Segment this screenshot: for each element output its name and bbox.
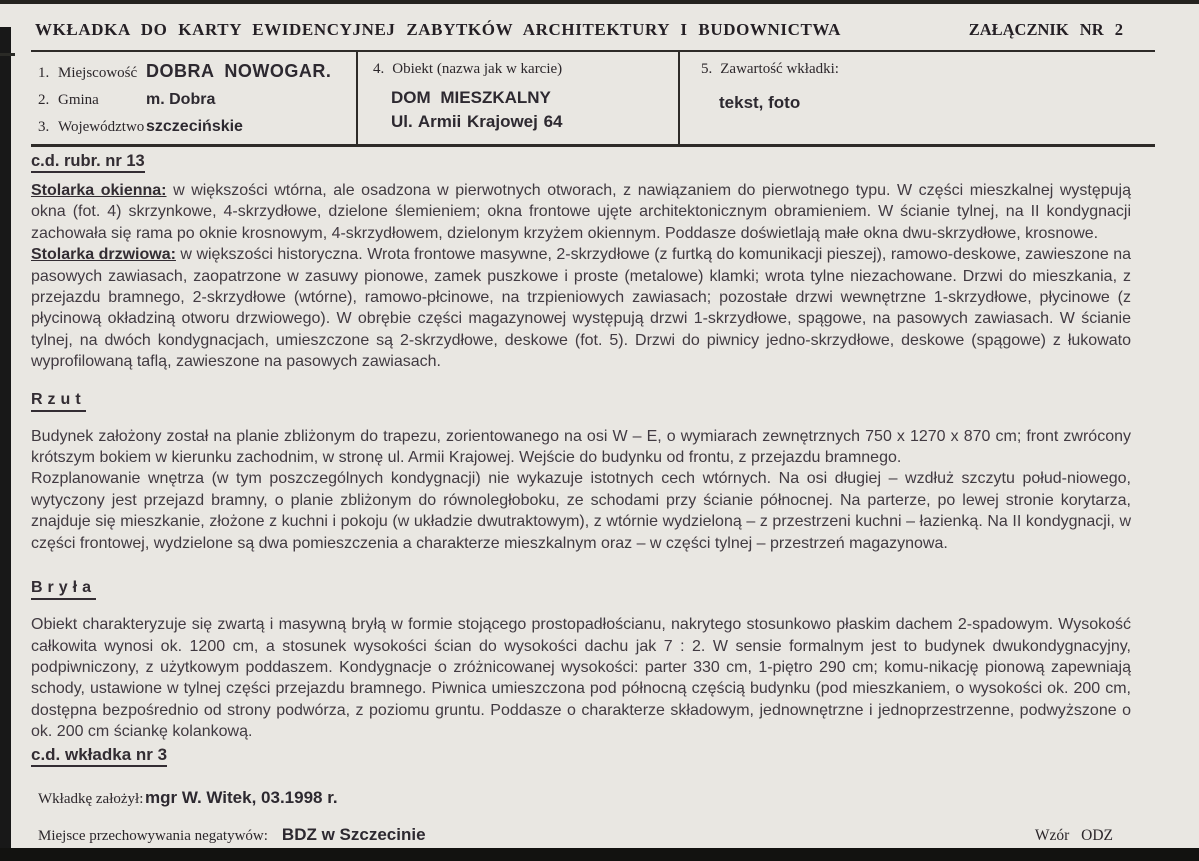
negatives-row xyxy=(31,825,1155,845)
info-table-object-column xyxy=(356,52,678,144)
page-title: WKŁADKA DO KARTY EWIDENCYJNEJ ZABYTKÓW ARCHITEKTURY I BUDOWNICTWA xyxy=(35,20,842,39)
section-rzut-heading-row xyxy=(31,391,1155,412)
field-label: Województwo xyxy=(58,119,145,135)
field-wojewodztwo xyxy=(38,118,356,136)
field-miejscowosc xyxy=(38,61,356,82)
field-value: szczecińskie xyxy=(146,118,243,135)
scan-edge-top xyxy=(0,0,1199,4)
section-heading-bryla: Bryła xyxy=(31,579,96,600)
field-number: 2. xyxy=(38,92,50,108)
field-obiekt-label-row xyxy=(373,60,678,78)
field-value: m. Dobra xyxy=(146,91,216,108)
field-gmina xyxy=(38,91,356,109)
field-label: Miejscowość xyxy=(58,65,138,81)
section-bryla-heading-row xyxy=(31,579,1155,600)
paragraph-text: w większości historyczna. Wrota frontowe masywne, 2-skrzydłowe (z furtką do komunikacji pieszej), ramowo-deskowe, zawieszone na pasowych zawiasach, zaopatrzone w zasuwy pionowe, zamek puszkowe i proste (metalowe) klamki; wrota tylne niezachowane. Drzwi do mieszkania, z przejazdu bramnego, 2-skrzydłowe (wtórne), ramowo-płcinowe, na trzpieniowych zawiasach; pozostałe drzwi wewnętrzne 1-skrzydłowe, płycinowe (z płycinową okładziną otworu drzwiowego). W obrębie części magazynowej występują drzwi 1-skrzydłowe, spągowe, na pasowych zawiasach. W ścianie tylnej, na dwóch kondygnacjach, umieszczone są 2-skrzydłowe, deskowe (fot. 5). Drzwi do piwnicy jedno-skrzydłowe, deskowe (spągowe) z łukowato wyprofilowaną taflą, zawieszone na pasowych zawiasach. xyxy=(31,246,1132,371)
scan-edge-left xyxy=(0,27,11,861)
field-value: DOBRA NOWOGAR. xyxy=(146,61,332,81)
paragraph-lead: Stolarka okienna: xyxy=(31,182,167,199)
info-table-contents-column xyxy=(678,52,1155,144)
founder-label: Wkładkę założył: xyxy=(38,790,144,807)
scan-crop-mark xyxy=(0,53,15,56)
negatives-value: BDZ w Szczecinie xyxy=(281,824,426,844)
object-address: Ul. Armii Krajowej 64 xyxy=(391,112,563,131)
section-heading-rzut: Rzut xyxy=(31,391,86,412)
document-header xyxy=(31,14,1155,40)
field-label: Obiekt (nazwa jak w karcie) xyxy=(392,61,563,77)
continuation-heading: c.d. rubr. nr 13 xyxy=(31,152,145,173)
field-label: Gmina xyxy=(58,92,99,108)
field-zawartosc-label-row xyxy=(701,60,1155,78)
founder-value: mgr W. Witek, 03.1998 r. xyxy=(145,787,338,807)
paragraph-bryla: Obiekt charakteryzuje się zwartą i masywną bryłą w formie stojącego prostopadłościanu, nakrytego stosunkowo płaskim dachem 2-spadowym. Wysokość całkowita wynosi ok. 1200 cm, a stosunek wysokości ścian do wysokości dachu jak 7 : 2. W sensie formalnym jest to budynek dwukondygnacyjny, podpiwniczony, z użytkowym poddaszem. Kondygnacje o zróżnicowanej wysokości: parter 330 cm, 1-piętro 290 cm; komu-nikację pionową zapewniają schody, ustawione w tylnej części przejazdu bramnego. Piwnica umieszczona pod północną częścią budynku (pod mieszkaniem, o wysokości ok. 200 cm, dostępna bezpośrednio od strony podwórza, z poziomu gruntu. Poddasze o charakterze składowym, jednownętrzne i jednoprzestrzenne, podwyższone o ok. 200 cm ściankę kolankową. xyxy=(31,616,1131,741)
field-number: 1. xyxy=(38,65,50,81)
document-content xyxy=(31,14,1155,845)
field-number: 5. xyxy=(701,61,713,77)
info-table-location-column xyxy=(31,52,356,144)
field-zawartosc-value: tekst, foto xyxy=(719,93,801,112)
paragraph-text: w większości wtórna, ale osadzona w pierwotnych otworach, z nawiązaniem do pierwotnego typu. W części mieszkalnej występują okna (fot. 4) skrzynkowe, 4-skrzydłowe, dzielone ślemieniem; okna frontowe ujęte architektonicznym obramieniem. W ścianie tylnej, na II kondygnacji zachowała się rama po oknie krosnowym, 4-skrzydłowem, dzielonym krzyżem okiennym. Poddasze doświetlają małe okna dwu-skrzydłowe, krosnowe. xyxy=(31,182,1131,242)
field-label: Zawartość wkładki: xyxy=(720,61,839,77)
form-model-label: Wzór ODZ xyxy=(1034,826,1113,844)
founder-row xyxy=(31,788,1155,808)
object-name: DOM MIESZKALNY xyxy=(391,88,551,107)
continuation-footer-row xyxy=(31,743,1155,767)
paragraph-stolarka-drzwiowa xyxy=(31,244,1131,372)
field-number: 4. xyxy=(373,61,385,77)
field-number: 3. xyxy=(38,119,50,135)
paragraph-rzut-2: Rozplanowanie wnętrza (w tym poszczególnych kondygnacji) nie wykazuje istotnych cech wtórnych. Na osi długiej – wzdłuż szczytu połud-niowego, wytyczony jest przejazd bramny, o planie zbliżonym do równoległoboku, ze schodami przy ścianie północnej. Na parterze, po lewej stronie korytarza, znajduje się mieszkanie, złożone z kuchni i pokoju (w układzie dwutraktowym), z wtórnie wydzieloną – z przestrzeni kuchni – łazienką. Na II kondygnacji, w części frontowej, wydzielone są dwa pomieszczenia a charakterze mieszkalnym oraz – w części tylnej – przestrzeń magazynowa. xyxy=(31,470,1131,552)
paragraph-rzut-1: Budynek założony został na planie zbliżonym do trapezu, zorientowanego na osi W – E, o wymiarach zewnętrznych 750 x 1270 x 870 cm; front zwrócony krótszym bokiem w kierunku zachodnim, w stronę ul. Armii Krajowej. Wejście do budynku od frontu, z przejazdu bramnego. xyxy=(31,427,1131,467)
info-table xyxy=(31,50,1155,147)
paragraph-lead: Stolarka drzwiowa: xyxy=(31,246,176,264)
paragraph-stolarka-okienna xyxy=(31,180,1131,244)
negatives-label: Miejsce przechowywania negatywów: xyxy=(38,827,268,844)
continuation-footer: c.d. wkładka nr 3 xyxy=(31,745,167,767)
annex-label: ZAŁĄCZNIK NR 2 xyxy=(968,20,1123,39)
continuation-heading-row xyxy=(31,147,1155,173)
field-obiekt-value xyxy=(391,86,678,134)
scan-edge-bottom xyxy=(0,848,1199,861)
